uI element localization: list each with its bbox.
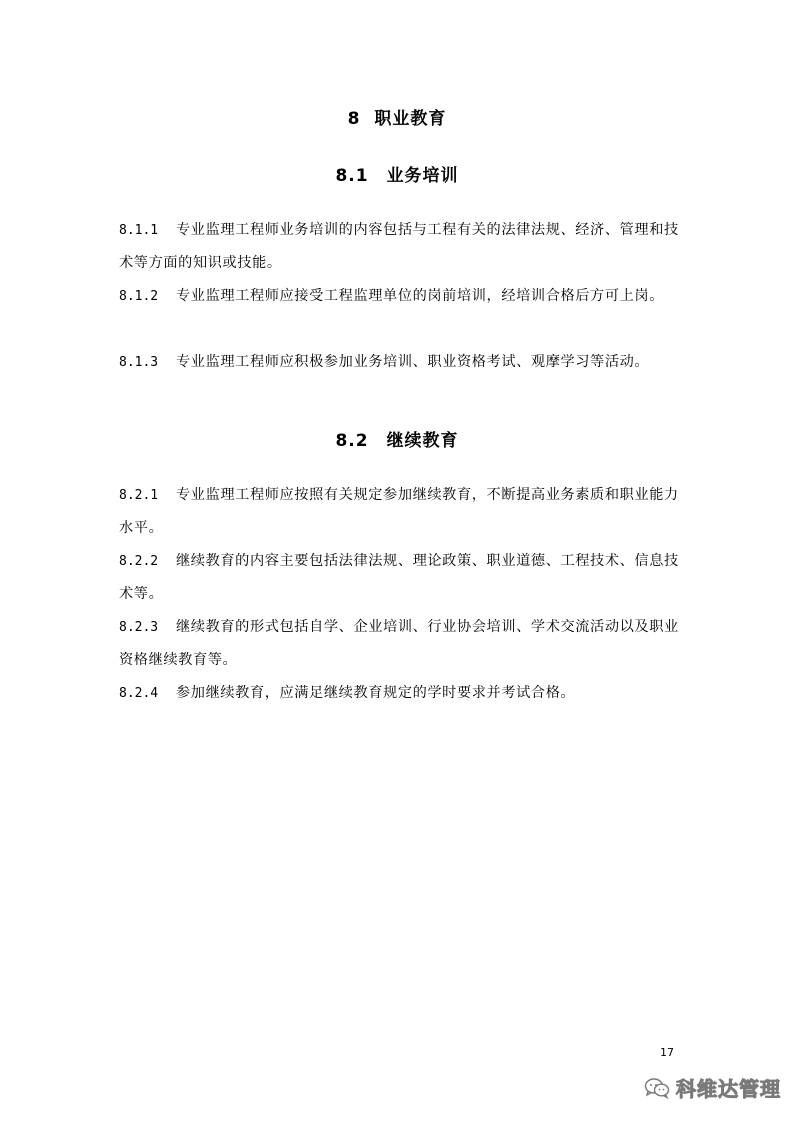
clause-number: 8.2.1 [119,488,159,503]
clause [119,677,679,710]
section-number: 8.2 [335,431,369,451]
clause-text: 专业监理工程师应按照有关规定参加继续教育，不断提高业务素质和职业能力水平。 [119,487,679,536]
section-number: 8.1 [335,166,369,186]
clause [119,479,679,545]
clause-number: 8.2.3 [119,620,159,635]
section-title-text: 业务培训 [386,166,459,186]
clause-number: 8.1.1 [119,223,159,238]
clause [119,214,679,280]
section-title-text: 继续教育 [386,431,459,451]
clause-text: 继续教育的形式包括自学、企业培训、行业协会培训、学术交流活动以及职业资格继续教育等。 [119,619,679,668]
chapter-title-text: 职业教育 [374,109,447,129]
watermark [644,1073,781,1102]
clause-text: 专业监理工程师业务培训的内容包括与工程有关的法律法规、经济、管理和技术等方面的知识或技能。 [119,222,679,271]
clause [119,346,679,379]
clause-text: 参加继续教育，应满足继续教育规定的学时要求并考试合格。 [176,685,576,701]
page-number: 17 [660,1046,674,1059]
watermark-text: 科维达管理 [676,1077,781,1101]
section-title [0,426,794,451]
clause [119,280,679,313]
clause-number: 8.2.4 [119,686,159,701]
clause-number: 8.1.2 [119,289,159,304]
section-title [0,161,794,186]
clause-text: 继续教育的内容主要包括法律法规、理论政策、职业道德、工程技术、信息技术等。 [119,553,679,602]
clause-number: 8.2.2 [119,554,159,569]
clause-number: 8.1.3 [119,355,159,370]
chapter-number: 8 [347,109,361,129]
chapter-title [0,104,794,129]
clause-text: 专业监理工程师应接受工程监理单位的岗前培训，经培训合格后方可上岗。 [176,288,664,304]
clause-text: 专业监理工程师应积极参加业务培训、职业资格考试、观摩学习等活动。 [176,354,650,370]
clause [119,611,679,677]
wechat-icon [644,1077,670,1099]
clause [119,545,679,611]
